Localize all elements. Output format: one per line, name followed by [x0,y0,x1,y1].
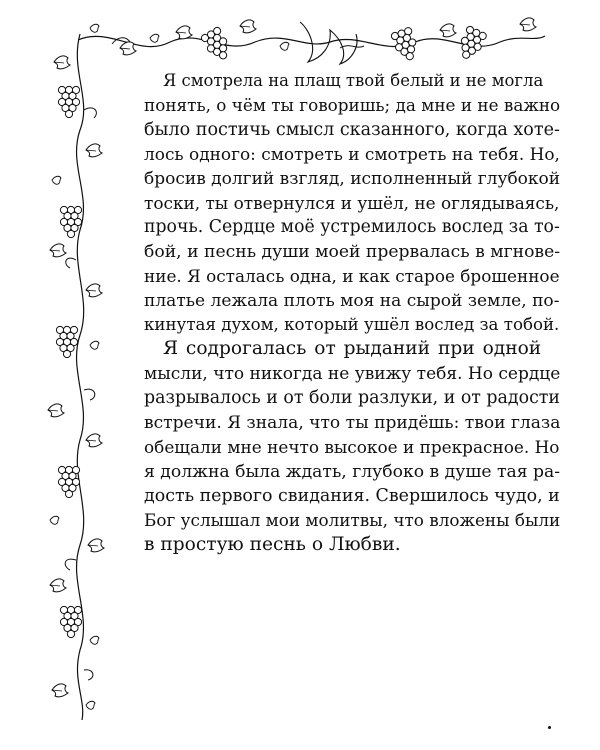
text-line: дость первого свидания. Свершилось чудо, и [144,485,560,506]
text-line: понять, о чём ты говоришь; да мне и не важно [144,95,561,116]
text-line: бросив долгий взгляд, исполненный глубокой [144,168,561,189]
page-dot [548,726,551,729]
text-line: мысли, что никогда не увижу тебя. Но сердце [144,363,561,384]
text-line: Я содрогалась от рыданий при одной [163,338,542,360]
text-line: разрывалось и от боли разлуки, и от радости [144,388,560,409]
text-line: обещали мне нечто высокое и прекрасное. Но [144,437,560,458]
text-line: лось одного: смотреть и смотреть на тебя. Но, [144,144,560,165]
text-line: кинутая духом, который ушёл вослед за тобой. [144,315,560,335]
paragraph-2 [144,337,560,557]
poem-text [144,69,560,557]
text-line: было постичь смысл сказанного, когда хоте- [144,119,560,140]
text-line: я должна была ждать, глубоко в душе тая ра- [144,461,561,482]
text-line: встречи. Я знала, что ты придёшь: твои глаза [144,412,561,433]
text-line: платье лежала плоть моя на сырой земле, по- [144,290,560,311]
text-line: прочь. Сердце моё устремилось вослед за то- [144,217,560,238]
text-line: в простую песнь о Любви. [144,533,401,555]
text-line: ние. Я осталась одна, и как старое брошенное [144,266,560,287]
text-line: тоски, ты отвернулся и ушёл, не оглядываясь, [144,193,560,214]
text-line: Бог услышал мои молитвы, что вложены были [144,510,561,531]
paragraph-1 [144,69,560,337]
text-line: бой, и песнь души моей прервалась в мгнове- [144,241,561,262]
text-line: Я смотрела на плащ твой белый и не могла [163,71,544,90]
